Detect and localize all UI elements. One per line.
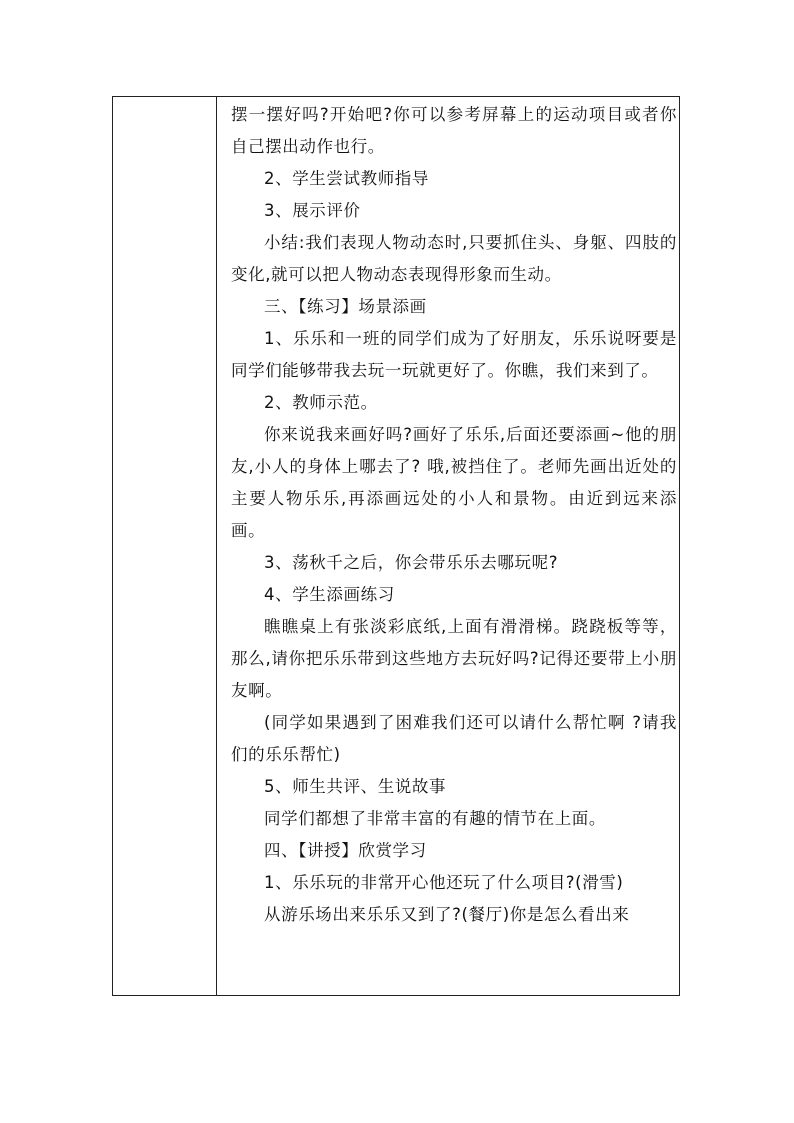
lesson-table bbox=[112, 96, 680, 996]
column-divider bbox=[216, 97, 217, 995]
paragraph: 3、展示评价 bbox=[264, 201, 361, 220]
paragraph: (同学如果遇到了困难我们还可以请什么帮忙啊 ?请我们的乐乐帮忙) bbox=[231, 713, 677, 764]
paragraph: 瞧瞧桌上有张淡彩底纸,上面有滑滑梯。跷跷板等等，那么,请你把乐乐带到这些地方去玩好吗?记得还要带上小朋友啊。 bbox=[231, 617, 677, 700]
paragraph: 1、乐乐玩的非常开心他还玩了什么项目?(滑雪) bbox=[264, 873, 624, 892]
paragraph: 同学们都想了非常丰富的有趣的情节在上面。 bbox=[264, 809, 606, 828]
paragraph: 2、教师示范。 bbox=[264, 393, 378, 412]
paragraph: 4、学生添画练习 bbox=[264, 585, 395, 604]
paragraph: 2、学生尝试教师指导 bbox=[264, 169, 429, 188]
paragraph: 3、荡秋千之后，你会带乐乐去哪玩呢? bbox=[264, 553, 559, 572]
paragraph: 摆一摆好吗?开始吧?你可以参考屏幕上的运动项目或者你自己摆出动作也行。 bbox=[231, 105, 677, 156]
paragraph: 5、师生共评、生说故事 bbox=[264, 777, 447, 796]
paragraph: 你来说我来画好吗?画好了乐乐,后面还要添画~他的朋友,小人的身体上哪去了? 哦,被挡住了。老师先画出近处的主要人物乐乐,再添画远处的小人和景物。由近到远来添画。 bbox=[231, 425, 677, 540]
section-heading: 四、【讲授】欣赏学习 bbox=[264, 841, 427, 860]
lesson-content-cell bbox=[231, 99, 677, 931]
section-heading: 三、【练习】场景添画 bbox=[264, 297, 427, 316]
paragraph: 小结:我们表现人物动态时,只要抓住头、身躯、四肢的变化,就可以把人物动态表现得形象而生动。 bbox=[231, 233, 677, 284]
paragraph: 1、乐乐和一班的同学们成为了好朋友，乐乐说呀要是同学们能够带我去玩一玩就更好了。你瞧，我们来到了。 bbox=[231, 329, 677, 380]
paragraph: 从游乐场出来乐乐又到了?(餐厅)你是怎么看出来 bbox=[264, 905, 630, 924]
